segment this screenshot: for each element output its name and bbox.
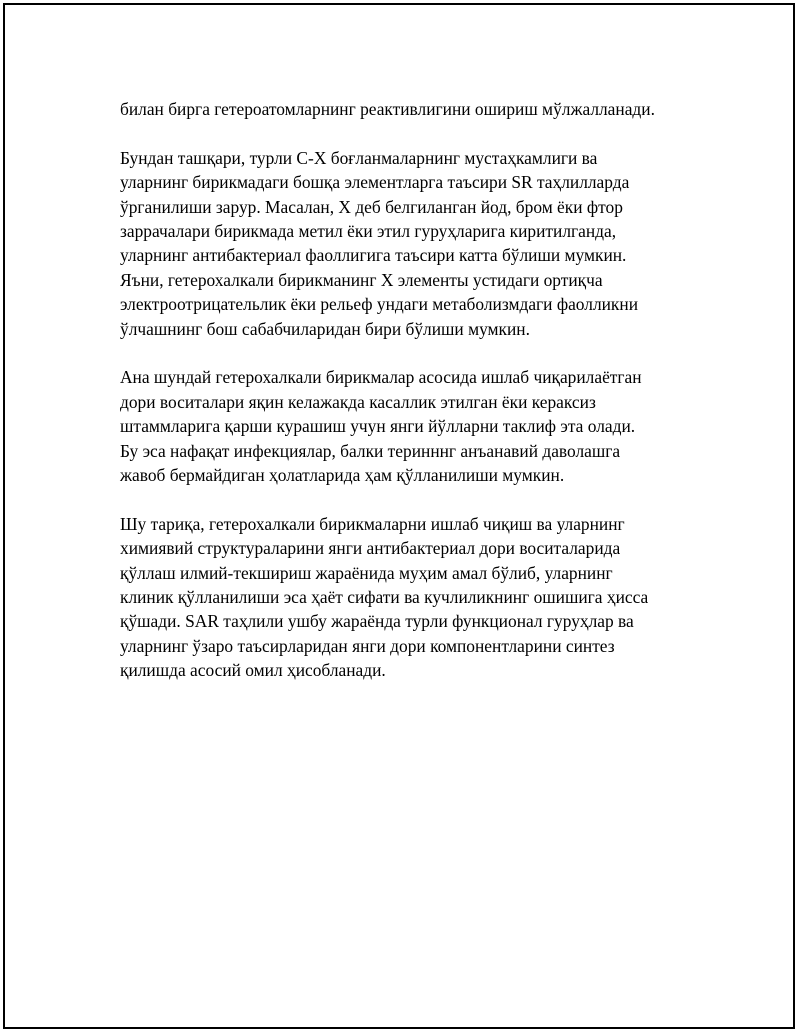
document-page — [3, 3, 795, 1029]
text-line: жавоб бермайдиган ҳолатларида ҳам қўлланилиши мумкин. — [120, 465, 565, 486]
paragraph-1 — [120, 97, 700, 121]
text-line: химиявий структураларини янги антибактериал дори воситаларида — [120, 538, 621, 559]
text-line: электроотрицательлик ёки рельеф ундаги метаболизмдаги фаолликни — [120, 294, 638, 315]
text-line: заррачалари бирикмада метил ёки этил гуруҳларига киритилганда, — [120, 221, 617, 242]
text-line: Бу эса нафақат инфекциялар, балки теринннг анъанавий даволашга — [120, 440, 621, 461]
text-line: қўллаш илмий-текшириш жараёнида муҳим амал бўлиб, уларнинг — [120, 562, 613, 583]
paragraph-4 — [120, 512, 700, 683]
text-line: билан бирга гетероатомларнинг реактивлигини ошириш мўлжалланади. — [120, 99, 655, 119]
text-line: ўрганилиши зарур. Масалан, X деб белгиланган йод, бром ёки фтор — [120, 196, 623, 217]
text-line: Бундан ташқари, турли C-X боғланмаларнинг мустаҳкамлиги ва — [120, 147, 598, 168]
text-line: Яъни, гетерохалкали бирикманинг X элементы устидаги ортиқча — [120, 269, 603, 290]
text-line: қилишда асосий омил ҳисобланади. — [120, 660, 386, 681]
text-line: Ана шундай гетерохалкали бирикмалар асосида ишлаб чиқарилаётган — [120, 367, 642, 388]
document-body — [120, 97, 700, 707]
text-line: Шу тариқа, гетерохалкали бирикмаларни ишлаб чиқиш ва уларнинг — [120, 513, 625, 534]
paragraph-3 — [120, 365, 700, 487]
text-line: уларнинг ўзаро таъсирларидан янги дори компонентларини синтез — [120, 635, 615, 656]
text-line: ўлчашнинг бош сабабчиларидан бири бўлиши мумкин. — [120, 318, 530, 339]
text-line: штаммларига қарши курашиш учун янги йўлларни таклиф эта олади. — [120, 416, 636, 437]
text-line: қўшади. SAR таҳлили ушбу жараёнда турли функционал гуруҳлар ва — [120, 611, 634, 632]
paragraph-2 — [120, 146, 700, 341]
text-line: уларнинг антибактериал фаоллигига таъсири катта бўлиши мумкин. — [120, 245, 627, 266]
text-line: клиник қўлланилиши эса ҳаёт сифати ва кучлиликнинг ошишига ҳисса — [120, 587, 649, 608]
text-line: дори воситалари яқин келажакда касаллик этилган ёки кераксиз — [120, 391, 596, 412]
text-line: уларнинг бирикмадаги бошқа элементларга таъсири SR таҳлилларда — [120, 172, 630, 193]
